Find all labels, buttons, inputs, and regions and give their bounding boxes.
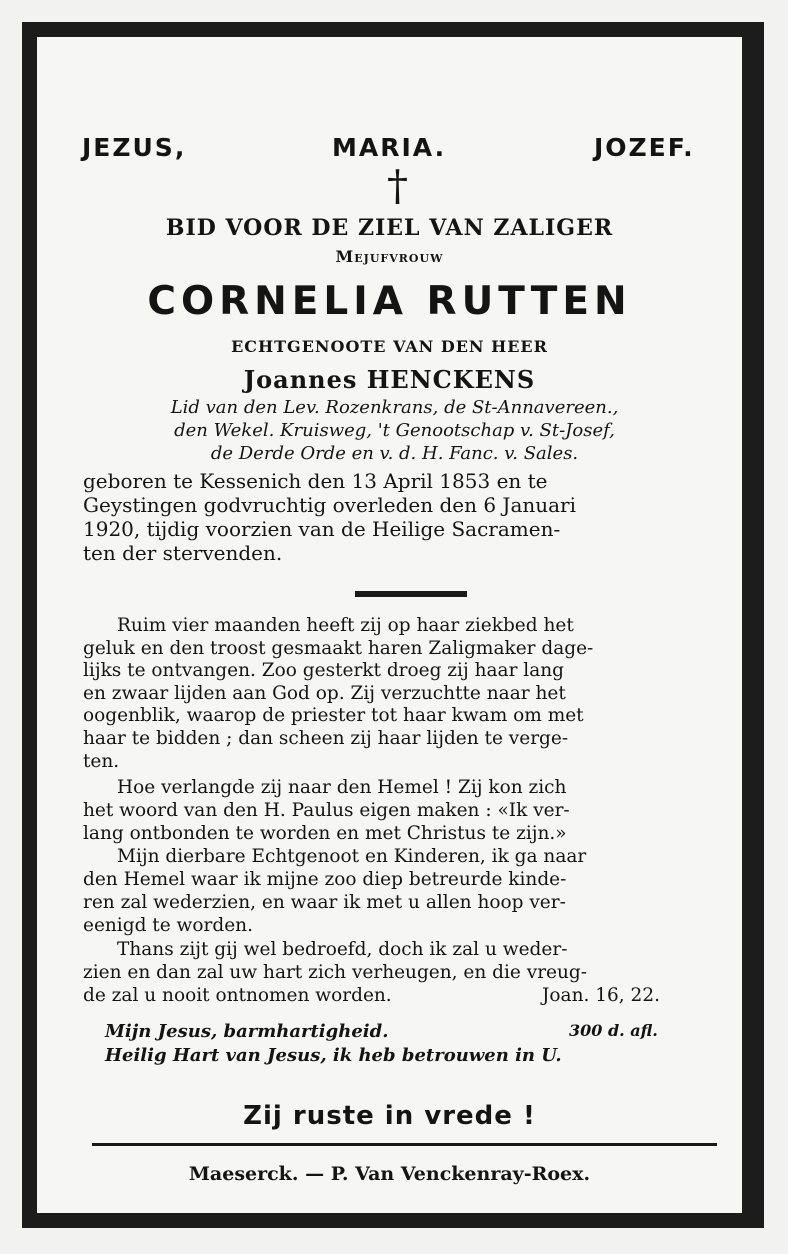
printer-credit: Maeserck. — P. Van Venckenray-Roex. [188, 1163, 591, 1185]
paragraph-line: de zal u nooit ontnomen worden. [83, 985, 392, 1006]
paragraph-line: geluk en den troost gesmaakt haren Zaligmaker dage- [83, 638, 594, 659]
paragraph-line: ten. [83, 751, 120, 772]
life-line: ten der stervenden. [83, 541, 283, 565]
prayer-request: BID VOOR DE ZIEL VAN ZALIGER [165, 215, 614, 241]
life-line: Geystingen godvruchtig overleden den 6 Januari [83, 493, 577, 517]
deceased-name: CORNELIA RUTTEN [147, 279, 632, 324]
scripture-citation: Joan. 16, 22. [542, 985, 660, 1006]
paragraph-line: Mijn dierbare Echtgenoot en Kinderen, ik ga naar [117, 846, 587, 867]
indulgence-note: 300 d. afl. [569, 1021, 658, 1040]
paragraph-line: Thans zijt gij wel bedroefd, doch ik zal u weder- [117, 939, 568, 960]
paragraph-line: Ruim vier maanden heeft zij op haar ziekbed het [117, 615, 574, 636]
header-jozef: JOZEF. [594, 133, 695, 162]
mourning-card-frame [22, 22, 764, 1228]
footer-divider [92, 1143, 717, 1146]
paragraph-line: lang ontbonden te worden en met Christus te zijn.» [83, 823, 567, 844]
membership-line: den Wekel. Kruisweg, 't Genootschap v. St-Josef, [174, 420, 615, 441]
paragraph-line: den Hemel waar ik mijne zoo diep betreurde kinde- [83, 869, 567, 890]
paragraph-line: het woord van den H. Paulus eigen maken : «Ik ver- [83, 800, 570, 821]
paragraph-line: oogenblik, waarop de priester tot haar kwam om met [83, 705, 584, 726]
paragraph-line: en zwaar lijden aan God op. Zij verzuchtte naar het [83, 683, 566, 704]
paragraph-line: Hoe verlangde zij naar den Hemel ! Zij kon zich [117, 777, 567, 798]
card-content [37, 37, 742, 1213]
paragraph-line: haar te bidden ; dan scheen zij haar lijden te verge- [83, 728, 569, 749]
paragraph-line: ren zal wederzien, en waar ik met u allen hoop ver- [83, 892, 566, 913]
paragraph-line: eenigd te worden. [83, 915, 253, 936]
life-line: geboren te Kessenich den 13 April 1853 en te [83, 469, 548, 493]
membership-line: de Derde Orde en v. d. H. Fanc. v. Sales. [210, 443, 579, 464]
prayer-line: Mijn Jesus, barmhartigheid. [105, 1021, 389, 1042]
cross-icon: † [387, 161, 408, 210]
paragraph-line: zien en dan zal uw hart zich verheugen, en die vreug- [83, 962, 588, 983]
closing-blessing: Zij ruste in vrede ! [243, 1101, 536, 1131]
spouse-intro: ECHTGENOOTE VAN DEN HEER [231, 337, 548, 356]
spouse-name: Joannes HENCKENS [243, 365, 536, 394]
header-jezus: JEZUS, [82, 133, 187, 162]
membership-line: Lid van den Lev. Rozenkrans, de St-Annavereen., [170, 397, 619, 418]
prayer-line: Heilig Hart van Jesus, ik heb betrouwen in U. [105, 1045, 562, 1066]
header-maria: MARIA. [332, 133, 447, 162]
paragraph-line: lijks te ontvangen. Zoo gesterkt droeg zij haar lang [83, 660, 564, 681]
section-divider [355, 591, 467, 597]
life-line: 1920, tijdig voorzien van de Heilige Sacramen- [83, 517, 561, 541]
title-mejufvrouw: Mejufvrouw [335, 247, 444, 266]
